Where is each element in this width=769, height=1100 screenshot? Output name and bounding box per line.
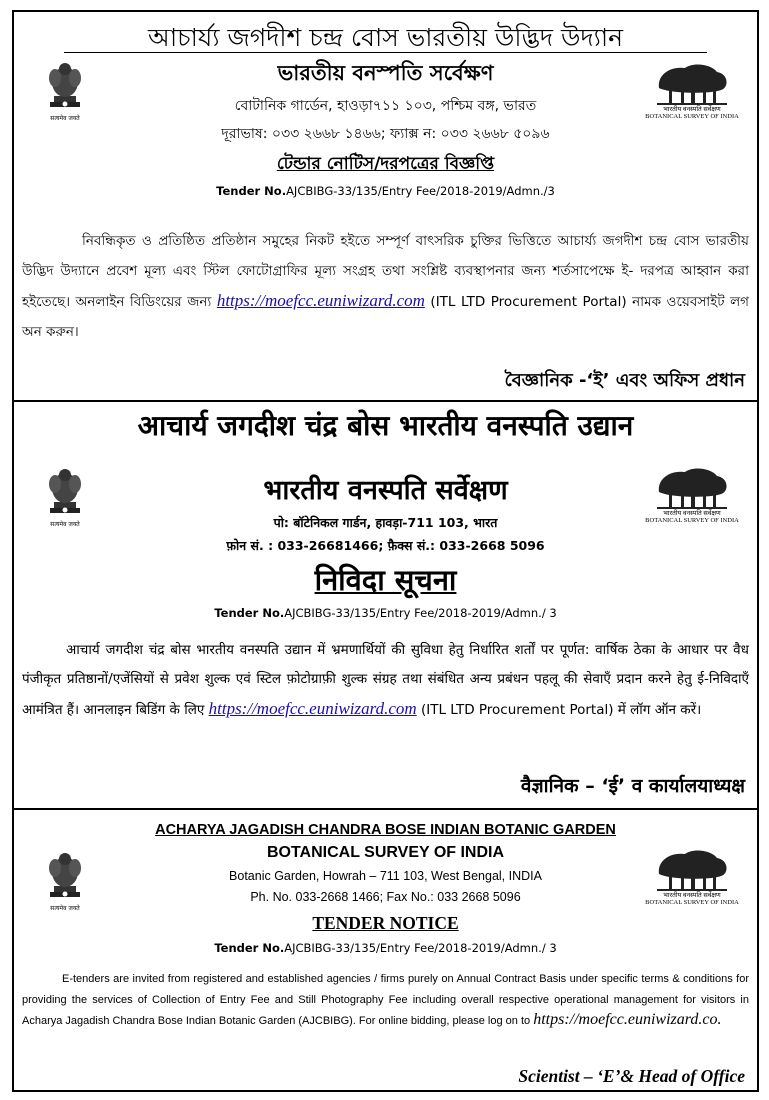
tender-notice-page <box>12 10 759 1092</box>
bengali-address: বোটানিক গার্ডেন, হাওড়া৭১১ ১০৩, পশ্চিম বঙ্গ, ভারত <box>234 98 537 114</box>
emblem-caption: सत्यमेव जयते <box>50 905 80 912</box>
english-signature: Scientist – ‘E’& Head of Office <box>518 1066 745 1086</box>
bsi-caption-hindi: भारतीय वनस्पति सर्वेक्षण <box>663 510 721 517</box>
english-section <box>14 810 757 1092</box>
emblem-caption: सत्यमेव जयते <box>50 115 80 122</box>
bengali-body-text: নিবন্ধিকৃত ও প্রতিষ্ঠিত প্রতিষ্ঠান সমুহের নিকট হইতে সম্পূর্ণ বাৎসরিক চুক্তির ভিত্তিতে আচার্য্য জগদীশ চন্দ্র বোস ভারতীয় উদ্ভিদ উদ্যানে প্রবেশ মূল্য এবং স্টিল ফোটোগ্রাফির মূল্য সংগ্রহ তথা সংশ্লিষ্ট ব্যবস্থাপনার জন্য শর্তসাপেক্ষে ই- দরপত্র আহ্বান করা হইতেছে। অনলাইন বিডিংয়ের জন্য <box>22 233 749 310</box>
tender-label: Tender No. <box>214 606 285 620</box>
bengali-body <box>22 226 749 347</box>
bsi-caption-english: BOTANICAL SURVEY OF INDIA <box>645 113 739 120</box>
english-tender-no <box>14 941 757 955</box>
english-body <box>22 969 749 1032</box>
tender-value: AJCBIBG-33/135/Entry Fee/2018-2019/Admn./ 3 <box>284 941 557 955</box>
hindi-section <box>14 402 757 810</box>
hindi-body <box>22 636 749 725</box>
hindi-title: आचार्य जगदीश चंद्र बोस भारतीय वनस्पति उद्यान <box>137 409 634 442</box>
tender-label: Tender No. <box>214 941 285 955</box>
emblem-caption: सत्यमेव जयते <box>50 521 80 528</box>
english-title: ACHARYA JAGADISH CHANDRA BOSE INDIAN BOTANIC GARDEN <box>155 822 616 838</box>
hindi-portal-link[interactable]: https://moefcc.euniwizard.com <box>208 699 417 718</box>
bengali-section <box>14 12 757 402</box>
hindi-signature: वैज्ञानिक – ‘ई’ व कार्यालयाध्यक्ष <box>520 775 745 797</box>
bsi-caption-english: BOTANICAL SURVEY OF INDIA <box>645 517 739 524</box>
bengali-tender-no <box>14 184 757 198</box>
bengali-title: আচার্য্য জগদীশ চন্দ্র বোস ভারতীয় উদ্ভিদ উদ্যান <box>147 23 624 52</box>
english-address: Botanic Garden, Howrah – 711 103, West Bengal, INDIA <box>229 869 542 883</box>
english-org-name: BOTANICAL SURVEY OF INDIA <box>266 844 505 861</box>
tender-value: AJCBIBG-33/135/Entry Fee/2018-2019/Admn./ 3 <box>284 606 557 620</box>
english-body-text: E-tenders are invited from registered and established agencies / firms purely on Annual Contract Basis under specific terms & conditions for providing the services of Collection of Entry Fee and Still Photography Fee including overall respective operational management for visitors in Acharya Jagadish Chandra Bose Indian Botanic Garden (AJCBIBG). For online bidding, please log on to <box>22 973 749 1027</box>
bsi-caption-hindi: भारतीय वनस्पति सर्वेक्षण <box>663 892 721 899</box>
bengali-org-name: ভারতীয় বনস্পতি সর্বেক্ষণ <box>277 61 494 85</box>
english-portal-link[interactable]: https://moefcc.euniwizard.co. <box>533 1011 722 1028</box>
tender-label: Tender No. <box>216 184 287 198</box>
hindi-phone: फ़ोन सं. : 033-26681466; फ़ैक्स सं.: 033-2668 5096 <box>226 538 545 553</box>
bengali-portal-link[interactable]: https://moefcc.euniwizard.com <box>216 291 425 310</box>
title-underline <box>64 52 707 53</box>
hindi-tender-no <box>14 606 757 620</box>
bsi-caption-hindi: भारतीय वनस्पति सर्वेक्षण <box>663 106 721 113</box>
hindi-address: पो: बॉटेनिकल गार्डन, हावड़ा-711 103, भारत <box>273 515 498 530</box>
hindi-after-link: (ITL LTD Procurement Portal) में लॉग ऑन करें। <box>420 702 702 718</box>
english-phone: Ph. No. 033-2668 1466; Fax No.: 033 2668 5096 <box>250 890 521 904</box>
bengali-after-link: (ITL LTD Procurement Portal) নামক ওয়েবসাইট লগ অন করুন। <box>22 294 750 340</box>
bengali-signature: বৈজ্ঞানিক -‘ই’ এবং অফিস প্রধান <box>504 370 745 391</box>
english-notice-heading: TENDER NOTICE <box>312 913 459 933</box>
hindi-notice-heading: निविदा सूचना <box>314 563 457 597</box>
hindi-body-text: आचार्य जगदीश चंद्र बोस भारतीय वनस्पति उद्यान में भ्रमणार्थियों की सुविधा हेतु निर्धारित शर्तों पर पूर्णत: वार्षिक ठेका के आधार पर वैध पंजीकृत प्रतिष्ठानों/एजेंसियों से प्रवेश शुल्क एवं स्टिल फ़ोटोग्राफ़ी शुल्क संग्रह तथा संबंधित अन्य प्रबंधन पहलू की सेवाएँ प्रदान करने हेतु ई-निविदाएँ आमंत्रित हैं। आनलाइन बिडिंग के लिए <box>22 642 749 718</box>
bengali-phone: দূরাভাষ: ০৩৩ ২৬৬৮ ১৪৬৬; ফ্যাক্স ন: ০৩৩ ২৬৬৮ ৫০৯৬ <box>221 126 550 142</box>
bengali-notice-heading: টেন্ডার নোটিস/দরপত্রের বিজ্ঞপ্তি <box>276 154 495 174</box>
hindi-org-name: भारतीय वनस्पति सर्वेक्षण <box>263 475 508 506</box>
bsi-caption-english: BOTANICAL SURVEY OF INDIA <box>645 899 739 906</box>
tender-value: AJCBIBG-33/135/Entry Fee/2018-2019/Admn./3 <box>286 184 555 198</box>
